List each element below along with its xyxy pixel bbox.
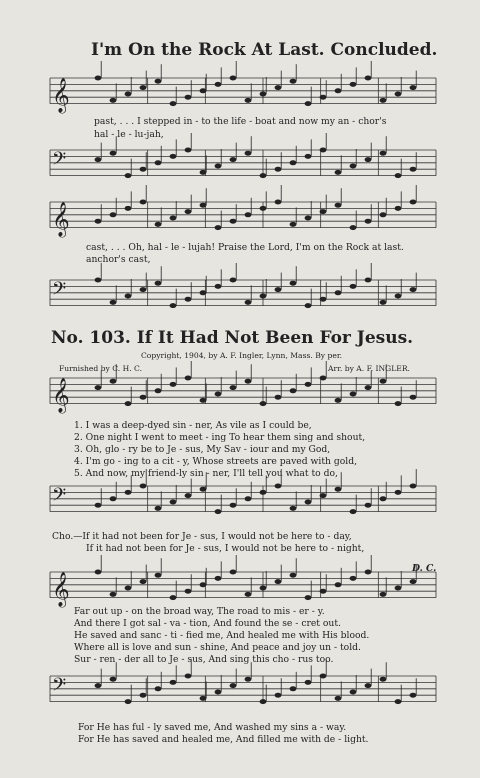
notehead xyxy=(305,680,312,685)
treble-clef-icon: 𝄞 xyxy=(52,572,70,607)
notehead xyxy=(350,284,357,289)
notehead xyxy=(290,79,297,84)
notehead xyxy=(230,76,237,81)
verse2-line-4: Where all is love and sun - shine, And peace and joy un - told. xyxy=(74,642,361,653)
notehead xyxy=(200,487,207,492)
notehead xyxy=(380,98,387,103)
notehead xyxy=(365,683,372,688)
notehead xyxy=(260,173,267,178)
notehead xyxy=(365,157,372,162)
notehead xyxy=(260,586,267,591)
chorus-line-1: Cho.—If it had not been for Je - sus, I would not be here to - day, xyxy=(52,531,352,542)
notehead xyxy=(245,677,252,682)
treble-clef-icon: 𝄞 xyxy=(52,202,70,237)
notehead xyxy=(260,699,267,704)
notehead xyxy=(170,303,177,308)
verse-line-4: 4. I'm go - ing to a cit - y, Whose streets are paved with gold, xyxy=(74,456,358,467)
notehead xyxy=(110,212,117,217)
notehead xyxy=(140,693,147,698)
notehead xyxy=(350,164,357,169)
notehead xyxy=(230,278,237,283)
arranger-credit: Arr. by A. F. INGLER. xyxy=(328,364,410,373)
notehead xyxy=(200,170,207,175)
bass-clef-icon: 𝄢 xyxy=(52,149,67,174)
notehead xyxy=(110,151,117,156)
notehead xyxy=(335,203,342,208)
notehead xyxy=(200,398,207,403)
notehead xyxy=(410,200,417,205)
notehead xyxy=(275,395,282,400)
notehead xyxy=(260,401,267,406)
notehead xyxy=(380,592,387,597)
notehead xyxy=(125,294,132,299)
notehead xyxy=(95,385,102,390)
notehead xyxy=(395,173,402,178)
notehead xyxy=(380,212,387,217)
notehead xyxy=(260,490,267,495)
dc-marking: D. C. xyxy=(412,563,437,574)
notehead xyxy=(245,379,252,384)
notehead xyxy=(410,484,417,489)
notehead xyxy=(335,398,342,403)
notehead xyxy=(230,157,237,162)
notehead xyxy=(290,686,297,691)
notehead xyxy=(230,570,237,575)
notehead xyxy=(260,294,267,299)
notehead xyxy=(350,392,357,397)
notehead xyxy=(110,496,117,501)
notehead xyxy=(185,493,192,498)
verse2-line-3: He saved and sanc - ti - fied me, And healed me with His blood. xyxy=(74,630,370,641)
notehead xyxy=(320,297,327,302)
notehead xyxy=(170,500,177,505)
notehead xyxy=(305,154,312,159)
notehead xyxy=(170,680,177,685)
notehead xyxy=(215,225,222,230)
notehead xyxy=(290,506,297,511)
s1-sys1-lyric1: past, . . . I stepped in - to the life - boat and now my an - chor's xyxy=(94,116,387,127)
notehead xyxy=(170,595,177,600)
notehead xyxy=(380,300,387,305)
notehead xyxy=(140,287,147,292)
notehead xyxy=(320,209,327,214)
s1-sys1-lyric2: hal - le - lu-jah, xyxy=(94,129,164,140)
notehead xyxy=(380,379,387,384)
notehead xyxy=(215,164,222,169)
verse-line-3: 3. Oh, glo - ry be to Je - sus, My Sav - iour and my God, xyxy=(74,444,331,455)
notehead xyxy=(350,225,357,230)
notehead xyxy=(275,484,282,489)
verse-line-1: 1. I was a deep-dyed sin - ner, As vile as I could be, xyxy=(74,420,312,431)
notehead xyxy=(245,151,252,156)
notehead xyxy=(275,85,282,90)
notehead xyxy=(215,576,222,581)
notehead xyxy=(395,206,402,211)
notehead xyxy=(275,200,282,205)
notehead xyxy=(215,82,222,87)
copyright-line: Copyright, 1904, by A. F. Ingler, Lynn, Mass. By per. xyxy=(141,351,343,360)
notehead xyxy=(320,493,327,498)
notehead xyxy=(380,677,387,682)
notehead xyxy=(200,582,207,587)
notehead xyxy=(290,222,297,227)
notehead xyxy=(335,696,342,701)
notehead xyxy=(395,586,402,591)
notehead xyxy=(185,376,192,381)
bass-clef-icon: 𝄢 xyxy=(52,485,67,510)
verse2-line-5: Sur - ren - der all to Je - sus, And sing this cho - rus too. xyxy=(74,654,334,665)
notehead xyxy=(185,148,192,153)
notehead xyxy=(305,595,312,600)
notehead xyxy=(335,290,342,295)
notehead xyxy=(245,300,252,305)
chorus-line-2: If it had not been for Je - sus, I would not be here to - night, xyxy=(86,543,365,554)
notehead xyxy=(215,284,222,289)
notehead xyxy=(95,219,102,224)
notehead xyxy=(290,281,297,286)
notehead xyxy=(410,85,417,90)
treble-clef-icon: 𝄞 xyxy=(52,78,70,113)
notehead xyxy=(140,85,147,90)
notehead xyxy=(290,160,297,165)
notehead xyxy=(95,503,102,508)
notehead xyxy=(125,206,132,211)
notehead xyxy=(245,212,252,217)
notehead xyxy=(245,496,252,501)
notehead xyxy=(125,699,132,704)
notehead xyxy=(230,385,237,390)
notehead xyxy=(200,203,207,208)
notehead xyxy=(140,200,147,205)
notehead xyxy=(305,101,312,106)
notehead xyxy=(215,690,222,695)
notehead xyxy=(125,92,132,97)
notehead xyxy=(395,92,402,97)
notehead xyxy=(290,573,297,578)
notehead xyxy=(155,686,162,691)
notehead xyxy=(410,579,417,584)
notehead xyxy=(350,690,357,695)
notehead xyxy=(365,385,372,390)
notehead xyxy=(95,570,102,575)
notehead xyxy=(320,589,327,594)
furnished-credit: Furnished by C. H. C. xyxy=(59,364,143,373)
notehead xyxy=(125,401,132,406)
notehead xyxy=(140,484,147,489)
chorus2-line-2: For He has saved and healed me, And filled me with de - light. xyxy=(78,734,369,745)
notehead xyxy=(320,148,327,153)
notehead xyxy=(230,683,237,688)
notehead xyxy=(395,490,402,495)
notehead xyxy=(140,167,147,172)
notehead xyxy=(410,693,417,698)
section1-title: I'm On the Rock At Last. Concluded. xyxy=(91,40,438,60)
notehead xyxy=(170,154,177,159)
notehead xyxy=(320,95,327,100)
notehead xyxy=(125,586,132,591)
bass-clef-icon: 𝄢 xyxy=(52,279,67,304)
notehead xyxy=(200,290,207,295)
notehead xyxy=(155,388,162,393)
notehead xyxy=(95,157,102,162)
notehead xyxy=(275,579,282,584)
notehead xyxy=(155,160,162,165)
section2-title: No. 103. If It Had Not Been For Jesus. xyxy=(51,328,414,348)
notehead xyxy=(230,503,237,508)
notehead xyxy=(395,699,402,704)
notehead xyxy=(125,490,132,495)
notehead xyxy=(305,382,312,387)
notehead xyxy=(185,95,192,100)
notehead xyxy=(110,98,117,103)
notehead xyxy=(140,579,147,584)
notehead xyxy=(155,506,162,511)
notehead xyxy=(335,88,342,93)
notehead xyxy=(110,677,117,682)
notehead xyxy=(305,216,312,221)
notehead xyxy=(320,376,327,381)
notehead xyxy=(335,582,342,587)
verse-line-5: 5. And now, my friend-ly sin - ner, I'll tell you what to do, xyxy=(74,468,338,479)
s1-sys2-lyric1: cast, . . . Oh, hal - le - lujah! Praise the Lord, I'm on the Rock at last. xyxy=(86,242,404,253)
notehead xyxy=(185,589,192,594)
notehead xyxy=(245,98,252,103)
notehead xyxy=(215,392,222,397)
notehead xyxy=(230,219,237,224)
notehead xyxy=(140,395,147,400)
notehead xyxy=(185,209,192,214)
notehead xyxy=(95,76,102,81)
notehead xyxy=(365,219,372,224)
notehead xyxy=(110,592,117,597)
notehead xyxy=(155,573,162,578)
notehead xyxy=(275,167,282,172)
notehead xyxy=(260,92,267,97)
notehead xyxy=(410,167,417,172)
verse-line-2: 2. One night I went to meet - ing To hear them sing and shout, xyxy=(74,432,366,443)
notehead xyxy=(200,88,207,93)
notehead xyxy=(170,101,177,106)
notehead xyxy=(395,294,402,299)
bass-clef-icon: 𝄢 xyxy=(52,675,67,700)
notehead xyxy=(125,173,132,178)
notehead xyxy=(185,674,192,679)
notehead xyxy=(335,487,342,492)
notehead xyxy=(110,379,117,384)
s1-sys2-lyric2: anchor's cast, xyxy=(86,254,151,265)
notehead xyxy=(155,79,162,84)
notehead xyxy=(170,216,177,221)
notehead xyxy=(395,401,402,406)
notehead xyxy=(215,509,222,514)
notehead xyxy=(365,278,372,283)
notehead xyxy=(365,570,372,575)
notehead xyxy=(155,281,162,286)
notehead xyxy=(380,496,387,501)
notehead xyxy=(290,388,297,393)
notehead xyxy=(365,503,372,508)
notehead xyxy=(365,76,372,81)
notehead xyxy=(410,287,417,292)
notehead xyxy=(350,576,357,581)
notehead xyxy=(200,696,207,701)
treble-clef-icon: 𝄞 xyxy=(52,378,70,413)
notehead xyxy=(185,297,192,302)
notehead xyxy=(380,151,387,156)
notehead xyxy=(305,303,312,308)
notehead xyxy=(110,300,117,305)
notehead xyxy=(155,222,162,227)
chorus2-line-1: For He has ful - ly saved me, And washed my sins a - way. xyxy=(78,722,347,733)
notehead xyxy=(275,693,282,698)
notehead xyxy=(275,287,282,292)
notehead xyxy=(95,683,102,688)
verse2-line-1: Far out up - on the broad way, The road to mis - er - y. xyxy=(74,606,325,617)
notehead xyxy=(245,592,252,597)
notehead xyxy=(350,82,357,87)
notehead xyxy=(320,674,327,679)
notehead xyxy=(95,278,102,283)
notehead xyxy=(335,170,342,175)
notehead xyxy=(410,395,417,400)
notehead xyxy=(260,206,267,211)
notehead xyxy=(350,509,357,514)
notehead xyxy=(305,500,312,505)
notehead xyxy=(170,382,177,387)
verse2-line-2: And there I got sal - va - tion, And found the se - cret out. xyxy=(74,618,341,629)
